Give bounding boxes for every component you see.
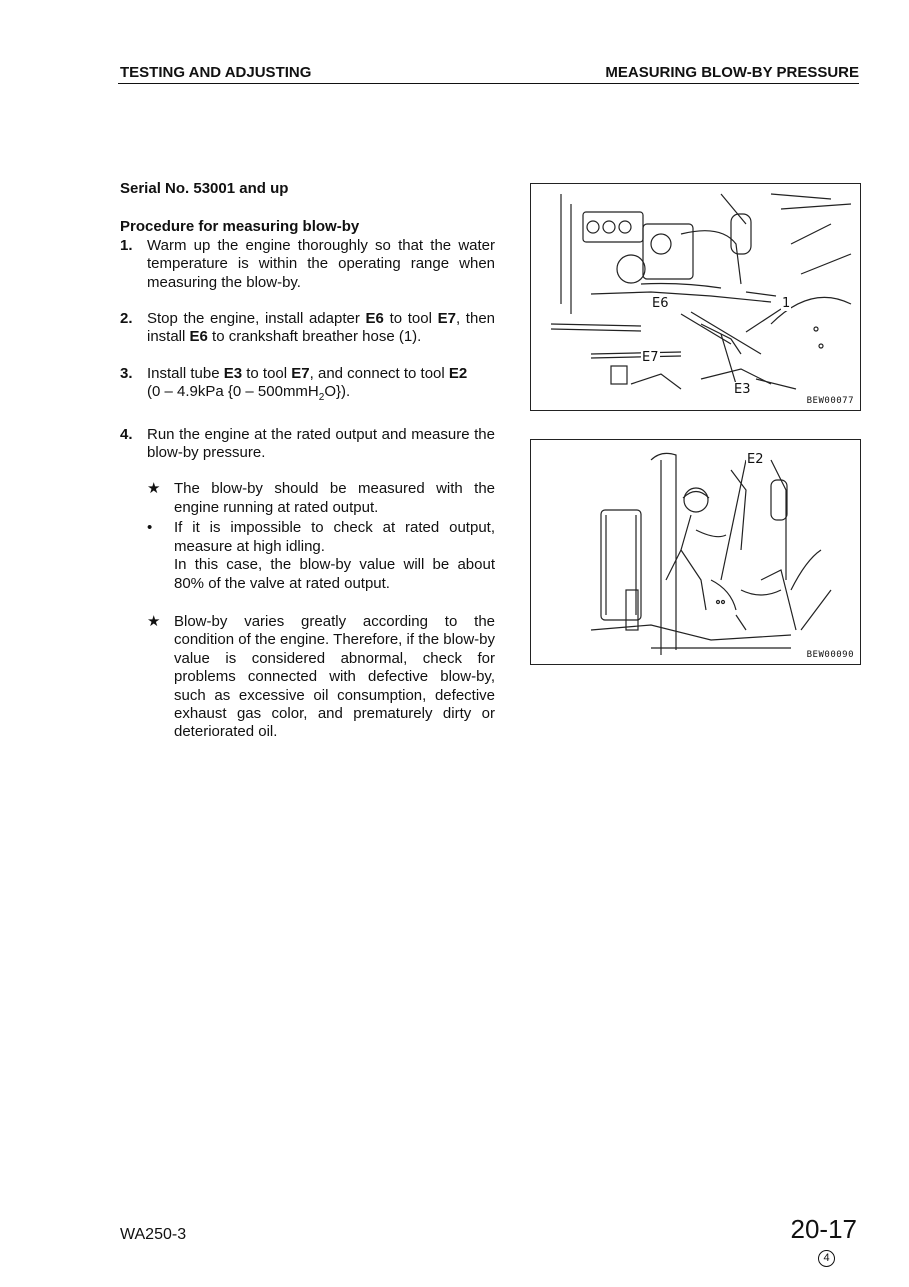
step-number: 4. [120, 425, 133, 443]
label-e3: E3 [734, 382, 751, 397]
star-icon: ★ [147, 480, 161, 498]
label-e2: E2 [747, 452, 764, 467]
step-number: 3. [120, 364, 133, 382]
figure-code: BEW00077 [806, 396, 854, 406]
engine-illustration [531, 184, 860, 410]
note-star: ★ The blow-by should be measured with the engine running at rated output. [147, 480, 495, 516]
step-4 [120, 426, 495, 463]
note-bullet: • If it is impossible to check at rated output, measure at high idling. In this case, the blow-by value will be about 80% of the valve at rated output. [147, 519, 495, 592]
figure-operator-cab [530, 439, 861, 665]
header-divider [118, 83, 859, 84]
page-title: MEASURING BLOW-BY PRESSURE [605, 64, 859, 81]
serial-number: Serial No. 53001 and up [120, 180, 289, 197]
note-star: ★ Blow-by varies greatly according to the condition of the engine. Therefore, if the blow-by value is considered abnormal, check for problems connected with defective blow-by, such as excessive oil consumption, defective exhaust gas color, and prematurely dirty or deteriorated oil. [147, 612, 495, 741]
page-number: 20-17 [790, 1214, 857, 1244]
procedure-title: Procedure for measuring blow-by [120, 218, 360, 236]
model-number: WA250-3 [120, 1226, 187, 1243]
label-e7: E7 [642, 350, 659, 365]
section-title: TESTING AND ADJUSTING [120, 64, 312, 81]
figure-engine-breather [530, 183, 861, 411]
step-text: Install tube E3 to tool E7, and connect to tool E2 (0 – 4.9kPa {0 – 500mmH$_2$O}). [147, 364, 468, 404]
step-text: Warm up the engine thoroughly so that the water temperature is within the operating range when measuring the blow-by. [147, 236, 495, 291]
star-icon: ★ [147, 612, 161, 630]
step-number: 1. [120, 236, 133, 254]
cab-illustration [531, 440, 860, 664]
procedure-text [120, 180, 495, 742]
step-number: 2. [120, 310, 133, 328]
step-1 [120, 237, 495, 292]
step-text: Run the engine at the rated output and measure the blow-by pressure. [147, 425, 495, 462]
figure-code: BEW00090 [806, 650, 854, 660]
label-hose-1: 1 [782, 296, 791, 311]
revision-badge: 4 [818, 1250, 835, 1267]
label-e6: E6 [652, 296, 669, 311]
step-2 [120, 310, 495, 347]
step-text: Stop the engine, install adapter E6 to tool E7, then install E6 to crankshaft breather hose (1). [147, 310, 496, 346]
step-3 [120, 365, 495, 408]
bullet-icon: • [147, 519, 153, 537]
notes [147, 480, 495, 741]
